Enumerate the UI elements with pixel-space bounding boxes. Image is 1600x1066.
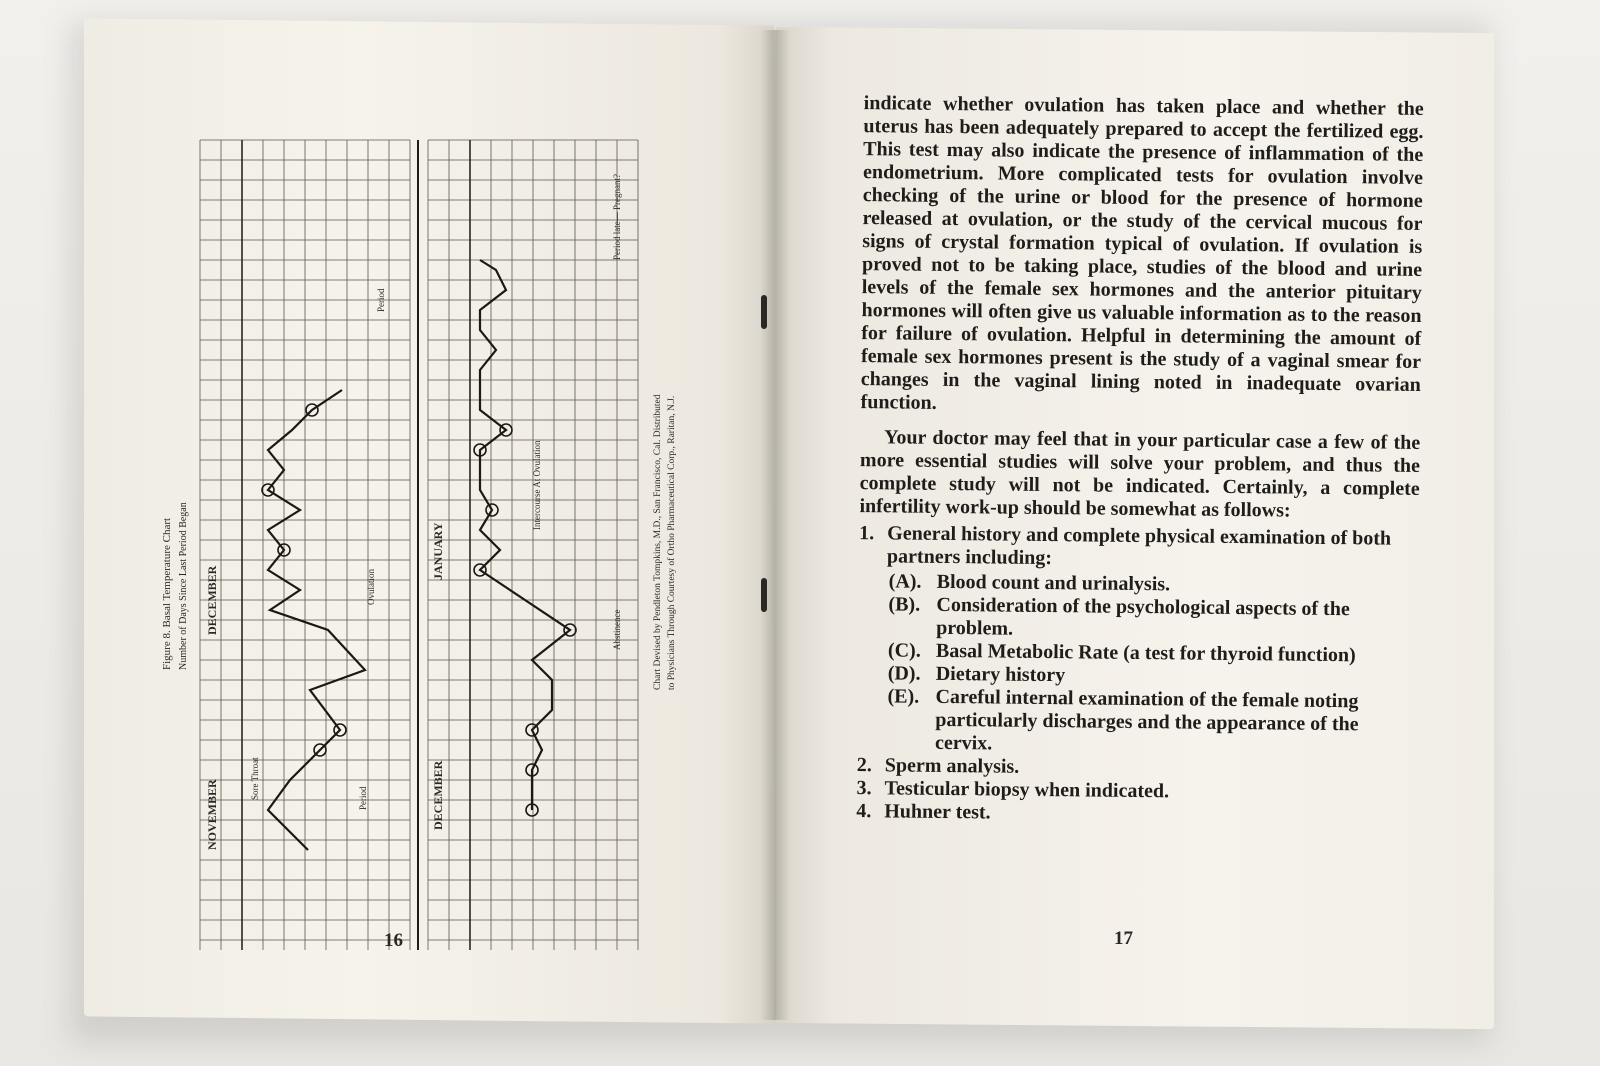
list-text: Testicular biopsy when indicated. (884, 777, 1170, 803)
staple-bottom (761, 578, 767, 612)
paragraph-1 (860, 92, 1423, 420)
paragraph-1-bold: vaginal smear (1267, 349, 1389, 373)
page-number-left: 16 (384, 930, 403, 951)
list-text: Huhner test. (884, 800, 991, 824)
chart-credit-line-2: to Physicians Through Courtesy of Ortho Pharmaceutical Corp., Raritan, N.J. (667, 395, 677, 690)
paragraph-2: Your doctor may feel that in your particular case a few of the more essential studies will solve your problem, and thus the complete study will not be indicated. Certainly, a complete infertility work-up should be somewhat as follows: (859, 426, 1421, 522)
annotation-sore-throat: Sore Throat (250, 757, 260, 800)
month-top-2: DECEMBER (205, 565, 219, 635)
month-bottom-1: DECEMBER (431, 760, 445, 830)
sub-list-item (888, 593, 1418, 645)
annotation-ovulation: Ovulation (366, 569, 376, 605)
sub-text: Dietary history (935, 662, 1066, 687)
list-number: 1. (859, 522, 875, 545)
annotation-period-1: Period (358, 786, 368, 810)
month-top-1: NOVEMBER (205, 779, 219, 850)
list-text: Sperm analysis. (884, 754, 1020, 778)
annotation-period-2: Period (376, 288, 386, 312)
list-item (857, 522, 1419, 760)
list-number: 4. (856, 800, 872, 823)
list-text: General history and complete physical examination of both partners including: (886, 522, 1392, 570)
sub-text: Blood count and urinalysis. (936, 570, 1171, 596)
page-number-right: 17 (1114, 928, 1133, 949)
sub-label: (D). (887, 662, 921, 685)
paragraph-1-pre: indicate whether ovulation has taken place and whether the uterus has been adequately prepared to accept the fertilized egg. This test may also indicate the presence of inflammation of the endometrium. More complicated tests for ovulation involve checking of the urine or blood for the presence of hormone released at ovulation, or the study of the cervical mucous for signs of crystal formation typical of ovulation. If ovulation is proved not to be taking place, studies of the blood and urine levels of the female sex hormones and the anterior pituitary hormones will often give us valuable information as to the reason for failure of ovulation. Helpful in determining the amount of female sex hormones present is the study of a (860, 92, 1424, 372)
annotation-abstinence: Abstinence (612, 609, 622, 650)
sub-label: (E). (887, 685, 920, 708)
sub-list-item (887, 685, 1418, 760)
right-page-text (856, 92, 1424, 829)
chart-grid (200, 140, 638, 950)
paragraph-1-post: for changes in the vaginal lining noted in inadequate ovarian function. (860, 350, 1422, 414)
staple-top (761, 295, 767, 329)
figure-title: Figure 8. Basal Temperature Chart (161, 517, 173, 670)
sub-text: Basal Metabolic Rate (a test for thyroid function) (935, 639, 1356, 667)
basal-temperature-chart (160, 110, 760, 990)
list-number: 3. (856, 777, 872, 800)
workup-list (856, 522, 1419, 829)
annotation-intercourse: Intercourse At Ovulation (532, 440, 542, 530)
list-number: 2. (856, 754, 872, 777)
bottom-temperature-line (480, 260, 570, 810)
chart-credit-line-1: Chart Devised by Pendleton Tompkins, M.D., San Francisco, Cal. Distributed (653, 394, 663, 690)
chart-svg (160, 110, 760, 990)
figure-subtitle: Number of Days Since Last Period Began (178, 502, 189, 670)
sub-label: (C). (887, 639, 921, 662)
sub-list (887, 570, 1419, 760)
annotation-period-late: Period late— Pregnant? (612, 174, 622, 260)
month-bottom-2: JANUARY (431, 522, 445, 580)
sub-text: Consideration of the psychological aspects of the problem. (936, 593, 1350, 640)
sub-label: (B). (888, 593, 921, 616)
book-gutter (760, 30, 790, 1020)
sub-text: Careful internal examination of the female noting particularly discharges and the appearance of the cervix. (934, 685, 1359, 755)
sub-label: (A). (888, 570, 922, 593)
